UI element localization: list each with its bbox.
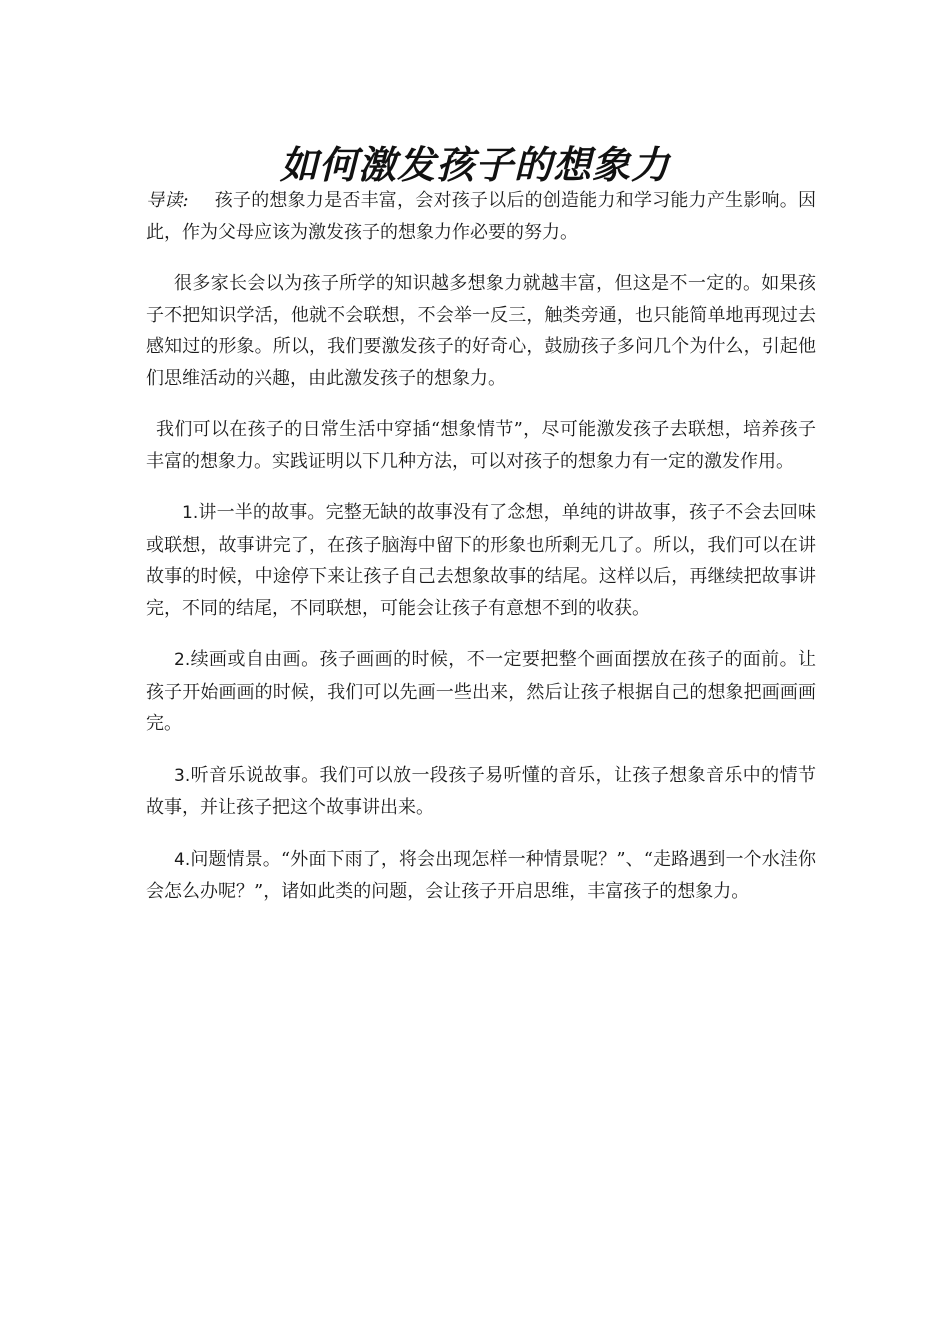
lead-text: 孩子的想象力是否丰富，会对孩子以后的创造能力和学习能力产生影响。因此，作为父母应该为激发孩子的想象力作必要的努力。: [146, 190, 816, 243]
body-paragraph: 很多家长会以为孩子所学的知识越多想象力就越丰富，但这是不一定的。如果孩子不把知识学活，他就不会联想，不会举一反三，触类旁通，也只能简单地再现过去感知过的形象。所以，我们要激发孩子的好奇心，鼓励孩子多问几个为什么，引起他们思维活动的兴趣，由此激发孩子的想象力。: [146, 273, 816, 389]
method-text: 续画或自由画。孩子画画的时候，不一定要把整个画面摆放在孩子的面前。让孩子开始画画的时候，我们可以先画一些出来，然后让孩子根据自己的想象把画画画完。: [146, 649, 816, 734]
lead-label: 导读:: [146, 190, 189, 211]
method-item: [146, 497, 816, 624]
method-text: 听音乐说故事。我们可以放一段孩子易听懂的音乐，让孩子想象音乐中的情节故事，并让孩子把这个故事讲出来。: [146, 764, 816, 818]
method-number: 1.: [182, 503, 199, 523]
method-text: 问题情景。“外面下雨了，将会出现怎样一种情景呢？”、“走路遇到一个水洼你会怎么办呢？”，诸如此类的问题，会让孩子开启思维，丰富孩子的想象力。: [146, 848, 816, 902]
method-number: 4.: [174, 849, 191, 870]
body-paragraph: 我们可以在孩子的日常生活中穿插“想象情节”，尽可能激发孩子去联想，培养孩子丰富的想象力。实践证明以下几种方法，可以对孩子的想象力有一定的激发作用。: [146, 419, 816, 472]
method-number: 3.: [174, 765, 191, 786]
lead-paragraph: [146, 185, 816, 248]
method-text: 讲一半的故事。完整无缺的故事没有了念想，单纯的讲故事，孩子不会去回味或联想，故事讲完了，在孩子脑海中留下的形象也所剩无几了。所以，我们可以在讲故事的时候，中途停下来让孩子自己去想象故事的结尾。这样以后，再继续把故事讲完，不同的结尾，不同联想，可能会让孩子有意想不到的收获。: [146, 502, 816, 619]
method-item: [146, 644, 816, 740]
method-number: 2.: [174, 650, 191, 670]
method-item: [146, 760, 816, 824]
document-body: [146, 185, 816, 928]
method-item: [146, 844, 816, 908]
document-title: 如何激发孩子的想象力: [279, 142, 670, 188]
